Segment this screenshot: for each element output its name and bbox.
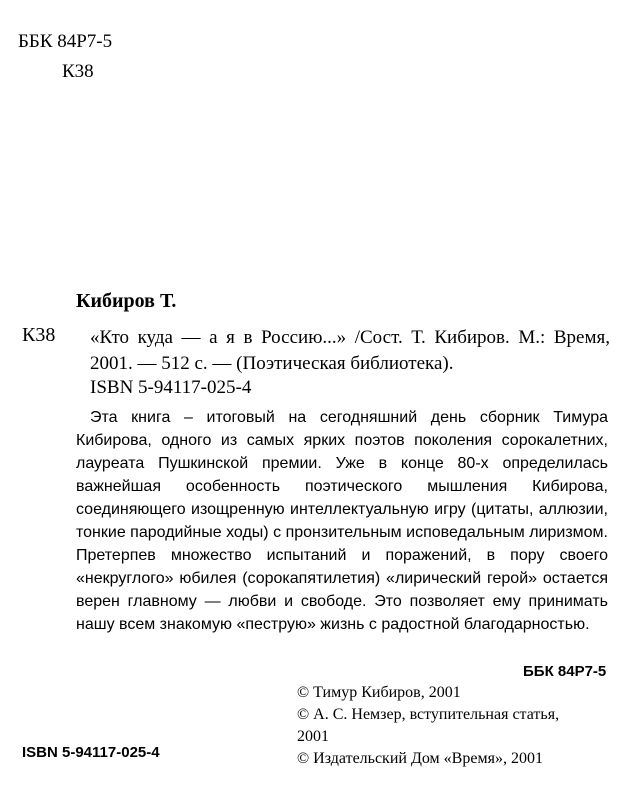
annotation-paragraph: Эта книга – итоговый на сегодняшний день сборник Тимура Кибирова, одного из самых ярких поэтов поколения сорокалетних, лауреата Пушкинской премии. Уже в конце 80-х определилась важнейшая особенность поэтического мышления Кибирова, соединяющего изощренную интеллектуальную игру (цитаты, аллюзии, тонкие пародийные ходы) с пронзительным исповедальным лиризмом. Претерпев множество испытаний и поражений, в пору своего «некруглого» юбилея (сорокапятилетия) «лирический герой» остается верен главному — любви и свободе. Это позволяет ему принимать нашу всем знакомую «пеструю» жизнь с радостной благодарностью. (76, 409, 608, 633)
bbk-classification-top: ББК 84Р7-5 (18, 31, 113, 52)
bbk-classification-bottom: ББК 84Р7-5 (523, 663, 607, 680)
author-code-side: К38 (22, 324, 56, 346)
copyright-line: © Издательский Дом «Время», 2001 (297, 750, 543, 767)
isbn-footer: ISBN 5-94117-025-4 (22, 744, 160, 761)
bibliographic-description: «Кто куда — а я в Россию...» /Сост. Т. Кибиров. М.: Время, 2001. — 512 с. — (Поэтическая библиотека). (90, 327, 610, 374)
copyright-line: 2001 (297, 728, 329, 745)
copyright-line: © Тимур Кибиров, 2001 (297, 684, 461, 701)
isbn-entry: ISBN 5-94117-025-4 (90, 377, 252, 398)
copyright-line: © А. С. Немзер, вступительная статья, (297, 706, 560, 723)
author-name: Кибиров Т. (76, 290, 177, 312)
copyright-block (297, 682, 617, 770)
author-code-top: К38 (62, 61, 94, 82)
